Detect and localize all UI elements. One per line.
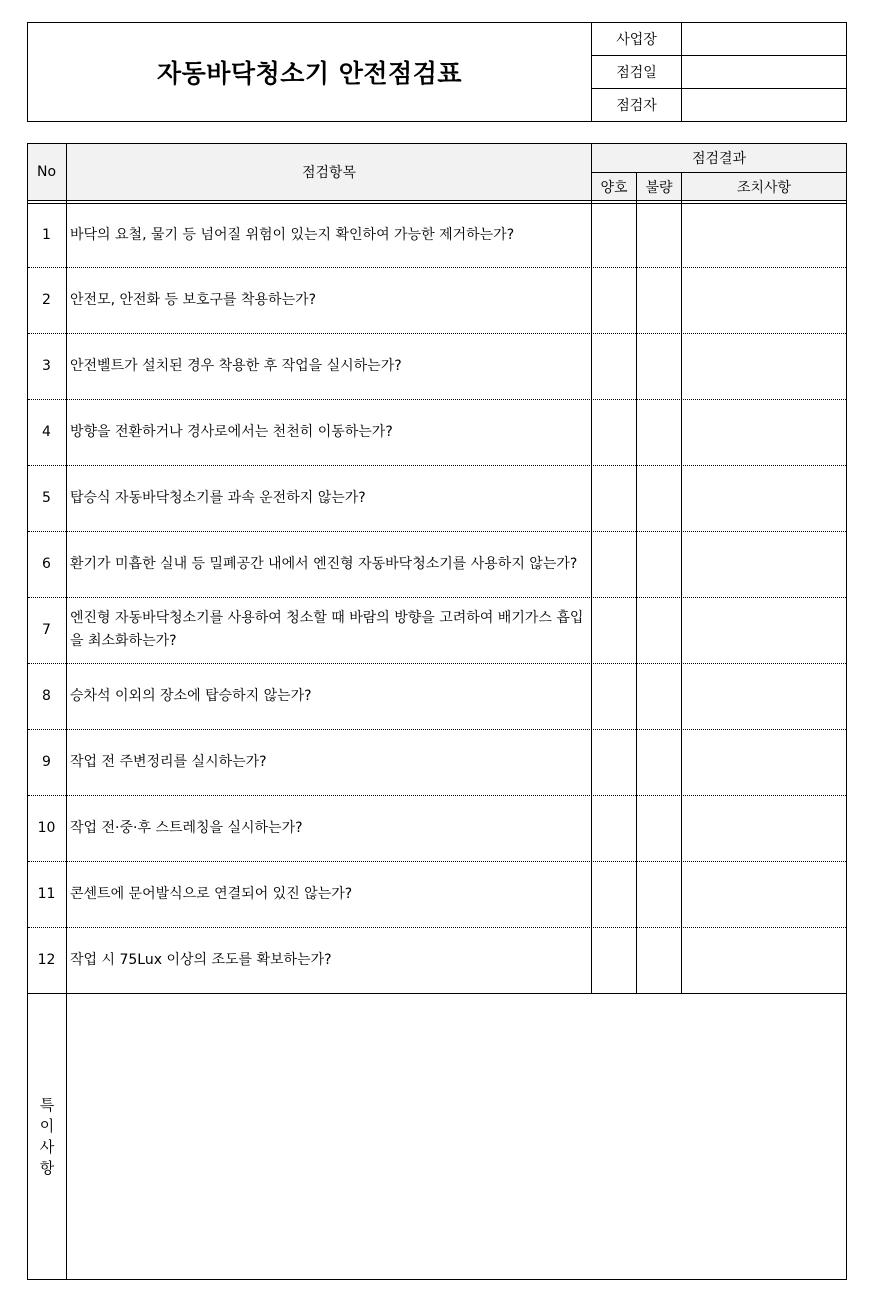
- action-field[interactable]: [682, 861, 846, 927]
- bad-checkbox[interactable]: [637, 399, 681, 465]
- good-checkbox[interactable]: [592, 203, 636, 267]
- header-action: 조치사항: [736, 179, 792, 196]
- action-field[interactable]: [682, 531, 846, 597]
- good-checkbox[interactable]: [592, 267, 636, 333]
- row-item-text: 승차석 이외의 장소에 탑승하지 않는가?: [70, 687, 312, 704]
- action-field[interactable]: [682, 795, 846, 861]
- bad-checkbox[interactable]: [637, 861, 681, 927]
- header-item: 점검항목: [301, 165, 357, 181]
- good-checkbox[interactable]: [592, 927, 636, 993]
- inspection-date-field[interactable]: [682, 55, 846, 88]
- header-good: 양호: [600, 179, 628, 196]
- bad-checkbox[interactable]: [637, 597, 681, 663]
- row-item-text: 작업 전·중·후 스트레칭을 실시하는가?: [70, 819, 303, 836]
- page-title: 자동바닥청소기 안전점검표: [156, 59, 462, 88]
- remarks-label-char: 특: [39, 1095, 55, 1114]
- row-number: 6: [42, 556, 51, 572]
- bad-checkbox[interactable]: [637, 729, 681, 795]
- good-checkbox[interactable]: [592, 531, 636, 597]
- action-field[interactable]: [682, 465, 846, 531]
- action-field[interactable]: [682, 663, 846, 729]
- row-number: 1: [42, 227, 51, 243]
- row-number: 12: [37, 952, 56, 968]
- bad-checkbox[interactable]: [637, 663, 681, 729]
- action-field[interactable]: [682, 267, 846, 333]
- inspector-field[interactable]: [682, 88, 846, 121]
- workplace-field[interactable]: [682, 22, 846, 55]
- row-item-text: 콘센트에 문어발식으로 연결되어 있진 않는가?: [70, 885, 353, 902]
- row-item-text: 안전벨트가 설치된 경우 착용한 후 작업을 실시하는가?: [70, 357, 402, 374]
- header-result: 점검결과: [691, 150, 747, 167]
- header-no: No: [36, 164, 57, 180]
- remarks-label: [27, 993, 67, 1280]
- good-checkbox[interactable]: [592, 861, 636, 927]
- row-number: 10: [37, 820, 56, 836]
- remarks-label-char: 이: [39, 1116, 55, 1135]
- bad-checkbox[interactable]: [637, 927, 681, 993]
- row-item-text: 방향을 전환하거나 경사로에서는 천천히 이동하는가?: [70, 423, 393, 440]
- row-number: 2: [42, 292, 51, 308]
- row-item-text: 엔진형 자동바닥청소기를 사용하여 청소할 때 바람의 방향을 고려하여 배기가스 흡입을 최소화하는가?: [70, 610, 584, 649]
- good-checkbox[interactable]: [592, 399, 636, 465]
- good-checkbox[interactable]: [592, 465, 636, 531]
- row-number: 7: [42, 622, 51, 638]
- workplace-label: 사업장: [616, 31, 657, 48]
- row-item-text: 안전모, 안전화 등 보호구를 착용하는가?: [70, 291, 317, 308]
- remarks-field[interactable]: [67, 994, 846, 1279]
- bad-checkbox[interactable]: [637, 203, 681, 267]
- row-number: 5: [42, 490, 51, 506]
- inspector-label: 점검자: [616, 97, 657, 114]
- bad-checkbox[interactable]: [637, 531, 681, 597]
- good-checkbox[interactable]: [592, 729, 636, 795]
- bad-checkbox[interactable]: [637, 267, 681, 333]
- row-item-text: 작업 시 75Lux 이상의 조도를 확보하는가?: [70, 951, 332, 968]
- bad-checkbox[interactable]: [637, 333, 681, 399]
- row-item-text: 환기가 미흡한 실내 등 밀폐공간 내에서 엔진형 자동바닥청소기를 사용하지 않는가?: [70, 555, 578, 572]
- action-field[interactable]: [682, 597, 846, 663]
- row-number: 8: [42, 688, 51, 704]
- row-item-text: 바닥의 요철, 물기 등 넘어질 위험이 있는지 확인하여 가능한 제거하는가?: [70, 226, 515, 243]
- bad-checkbox[interactable]: [637, 465, 681, 531]
- row-number: 3: [42, 358, 51, 374]
- header-bad: 불량: [645, 179, 673, 196]
- action-field[interactable]: [682, 729, 846, 795]
- action-field[interactable]: [682, 333, 846, 399]
- good-checkbox[interactable]: [592, 333, 636, 399]
- remarks-label-char: 항: [39, 1158, 55, 1177]
- row-item-text: 탑승식 자동바닥청소기를 과속 운전하지 않는가?: [70, 489, 366, 506]
- action-field[interactable]: [682, 203, 846, 267]
- good-checkbox[interactable]: [592, 663, 636, 729]
- remarks-label-char: 사: [39, 1137, 55, 1156]
- bad-checkbox[interactable]: [637, 795, 681, 861]
- row-number: 9: [42, 754, 51, 770]
- good-checkbox[interactable]: [592, 795, 636, 861]
- action-field[interactable]: [682, 927, 846, 993]
- inspection-date-label: 점검일: [616, 64, 657, 81]
- action-field[interactable]: [682, 399, 846, 465]
- row-item-text: 작업 전 주변정리를 실시하는가?: [70, 753, 267, 770]
- row-number: 4: [42, 424, 51, 440]
- good-checkbox[interactable]: [592, 597, 636, 663]
- row-number: 11: [37, 886, 56, 902]
